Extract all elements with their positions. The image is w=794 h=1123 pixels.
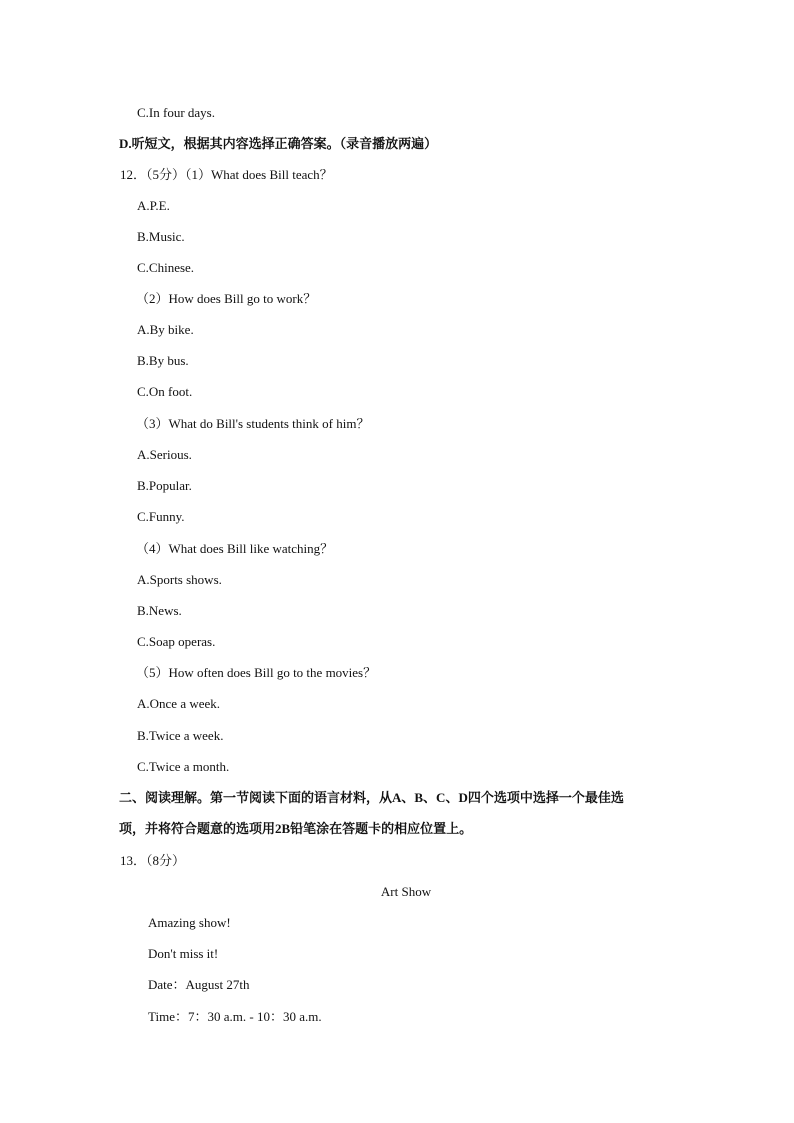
q12-4-option-b: B.News. (137, 603, 182, 618)
q12-3-question: （3）What do Bill's students think of him？ (136, 416, 370, 431)
q12-3-option-c: C.Funny. (137, 509, 185, 524)
ad-time: Time：7：30 a.m. - 10：30 a.m. (148, 1009, 322, 1024)
q12-2-option-c: C.On foot. (137, 384, 193, 399)
ad-date: Date：August 27th (148, 977, 250, 992)
q12-3-option-a: A.Serious. (137, 447, 192, 462)
q12-2-option-a: A.By bike. (137, 322, 194, 337)
q12-1-option-b: B.Music. (137, 229, 185, 244)
section-d-title: D.听短文，根据其内容选择正确答案。（录音播放两遍） (119, 136, 438, 151)
q12-5-option-c: C.Twice a month. (137, 759, 230, 774)
q12-header: 12．（5分）（1）What does Bill teach？ (120, 167, 333, 182)
q12-2-option-b: B.By bus. (137, 353, 189, 368)
q12-5-question: （5）How often does Bill go to the movies？ (136, 665, 377, 680)
section-two-line-2: 项，并将符合题意的选项用2B铅笔涂在答题卡的相应位置上。 (119, 821, 473, 836)
q12-3-option-b: B.Popular. (137, 478, 192, 493)
q12-4-option-c: C.Soap operas. (137, 634, 216, 649)
q13-header: 13．（8分） (120, 853, 186, 868)
q12-5-option-b: B.Twice a week. (137, 728, 224, 743)
q12-1-option-a: A.P.E. (137, 198, 170, 213)
ad-line-2: Don't miss it! (148, 946, 219, 961)
q12-4-option-a: A.Sports shows. (137, 572, 222, 587)
q12-1-option-c: C.Chinese. (137, 260, 195, 275)
q12-2-question: （2）How does Bill go to work？ (136, 291, 317, 306)
ad-line-1: Amazing show! (148, 915, 231, 930)
q12-4-question: （4）What does Bill like watching？ (136, 541, 334, 556)
q11-option-c: C.In four days. (137, 105, 215, 120)
art-show-title: Art Show (380, 884, 432, 899)
q12-5-option-a: A.Once a week. (137, 696, 221, 711)
section-two-line-1: 二、阅读理解。第一节阅读下面的语言材料，从A、B、C、D四个选项中选择一个最佳选 (119, 790, 624, 805)
